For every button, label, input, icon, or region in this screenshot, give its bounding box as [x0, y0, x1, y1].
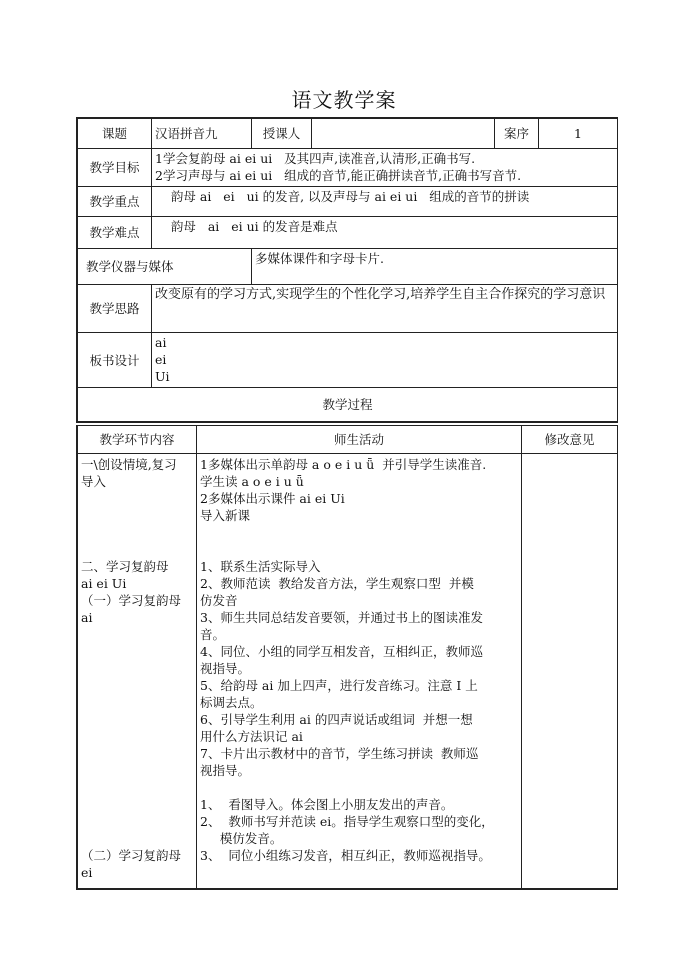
stage-line [81, 796, 193, 813]
activity-line: 7、卡片出示教材中的音节，学生练习拼读 教师巡 [200, 746, 479, 761]
activity-line: 1、 看图导入。体会图上小朋友发出的声音。 [200, 797, 454, 812]
document-title: 语文教学案 [291, 88, 397, 112]
activity-line: 5、给韵母 ai 加上四声，进行发音练习。注意 I 上 [200, 678, 478, 693]
stage-line: （一）学习复韵母 [81, 593, 182, 608]
goal-row [78, 149, 618, 187]
process-heading-row [78, 388, 618, 422]
stage-line [81, 711, 193, 728]
course-value: 汉语拼音九 [152, 119, 252, 149]
activity-line: 导入新课 [200, 508, 251, 523]
col-activity-header: 师生活动 [197, 426, 522, 454]
activity-line: 1多媒体出示单韵母 a o e i u ǖ 并引导学生读准音. [200, 457, 487, 472]
tools-content: 多媒体课件和字母卡片. [252, 249, 618, 285]
focus-row [78, 187, 618, 217]
case-value: 1 [539, 119, 618, 149]
activity-line: 2、教师范读 教给发音方法，学生观察口型 并模 [200, 576, 474, 591]
stage-line [81, 524, 193, 541]
col-stage-header: 教学环节内容 [78, 426, 197, 454]
activity-line: 视指导。 [200, 661, 251, 676]
goal-label: 教学目标 [78, 149, 152, 187]
stage-line [81, 660, 193, 677]
stage-line [81, 745, 193, 762]
stage-line [81, 779, 193, 796]
difficulty-row [78, 217, 618, 249]
activity-line: 标调去点。 [200, 695, 263, 710]
board-line: ai [155, 335, 167, 350]
teacher-label: 授课人 [252, 119, 312, 149]
focus-content: 韵母 ai ei ui 的发音, 以及声母与 ai ei ui 组成的音节的拼读 [152, 187, 618, 217]
goal-line: 2学习声母与 ai ei ui 组成的音节,能正确拼读音节,正确书写音节. [155, 168, 522, 183]
stage-line [81, 677, 193, 694]
difficulty-content: 韵母 ai ei ui 的发音是难点 [152, 217, 618, 249]
activity-line: 2多媒体出示课件 ai ei Ui [200, 491, 345, 506]
stage-line: ai ei Ui [81, 576, 127, 591]
stage-line: 一\创设情境,复习 [81, 457, 177, 472]
process-header-row [78, 426, 618, 454]
board-content [152, 333, 618, 388]
stage-line [81, 507, 193, 524]
board-line: ei [155, 352, 167, 367]
activity-line: 用什么方法识记 ai [200, 729, 303, 744]
activity-line: 音。 [200, 627, 226, 642]
header-row [78, 119, 618, 149]
stage-line [81, 643, 193, 660]
idea-row [78, 285, 618, 333]
stage-line [81, 813, 193, 830]
activity-line: 1、联系生活实际导入 [200, 559, 321, 574]
stage-line: 导入 [81, 474, 107, 489]
goal-content [152, 149, 618, 187]
stage-line [81, 541, 193, 558]
stage-line [81, 694, 193, 711]
stage-line: 二、学习复韵母 [81, 559, 169, 574]
stage-column [78, 454, 197, 889]
activity-line: 2、 教师书写并范读 ei。指导学生观察口型的变化， [200, 814, 494, 829]
stage-line [81, 728, 193, 745]
process-body-row [78, 454, 618, 889]
tools-row [78, 249, 618, 285]
board-label: 板书设计 [78, 333, 152, 388]
idea-content: 改变原有的学习方式,实现学生的个性化学习,培养学生自主合作探究的学习意识 [152, 285, 618, 333]
activity-line [200, 524, 518, 541]
difficulty-label: 教学难点 [78, 217, 152, 249]
tools-label: 教学仪器与媒体 [78, 249, 252, 285]
lesson-info-table [76, 117, 618, 423]
board-row [78, 333, 618, 388]
stage-line: ei [81, 865, 93, 880]
idea-label: 教学思路 [78, 285, 152, 333]
case-label: 案序 [495, 119, 539, 149]
activity-line: 3、师生共同总结发音要领，并通过书上的图读准发 [200, 610, 483, 625]
activity-line [200, 779, 518, 796]
teacher-value [312, 119, 495, 149]
activity-line [200, 541, 518, 558]
stage-line [81, 490, 193, 507]
goal-line: 1学会复韵母 ai ei ui 及其四声,读准音,认清形,正确书写. [155, 151, 476, 166]
activity-line: 视指导。 [200, 763, 251, 778]
activity-line: 6、引导学生利用 ai 的四声说话或组词 并想一想 [200, 712, 473, 727]
activity-line: 模仿发音。 [200, 831, 283, 846]
col-revise-header: 修改意见 [522, 426, 618, 454]
stage-line [81, 830, 193, 847]
board-line: Ui [155, 369, 170, 384]
course-label: 课题 [78, 119, 152, 149]
stage-line [81, 626, 193, 643]
revise-column [522, 454, 618, 889]
activity-line: 学生读 a o e i u ǖ [200, 474, 304, 489]
process-table [76, 425, 618, 890]
stage-line: ai [81, 610, 93, 625]
activity-line: 4、同位、小组的同学互相发音，互相纠正，教师巡 [200, 644, 483, 659]
process-heading: 教学过程 [78, 388, 618, 422]
activity-line: 仿发音 [200, 593, 238, 608]
activity-line: 3、 同位小组练习发音，相互纠正，教师巡视指导。 [200, 848, 491, 863]
stage-line [81, 762, 193, 779]
activity-column [197, 454, 522, 889]
focus-label: 教学重点 [78, 187, 152, 217]
stage-line: （二）学习复韵母 [81, 848, 182, 863]
